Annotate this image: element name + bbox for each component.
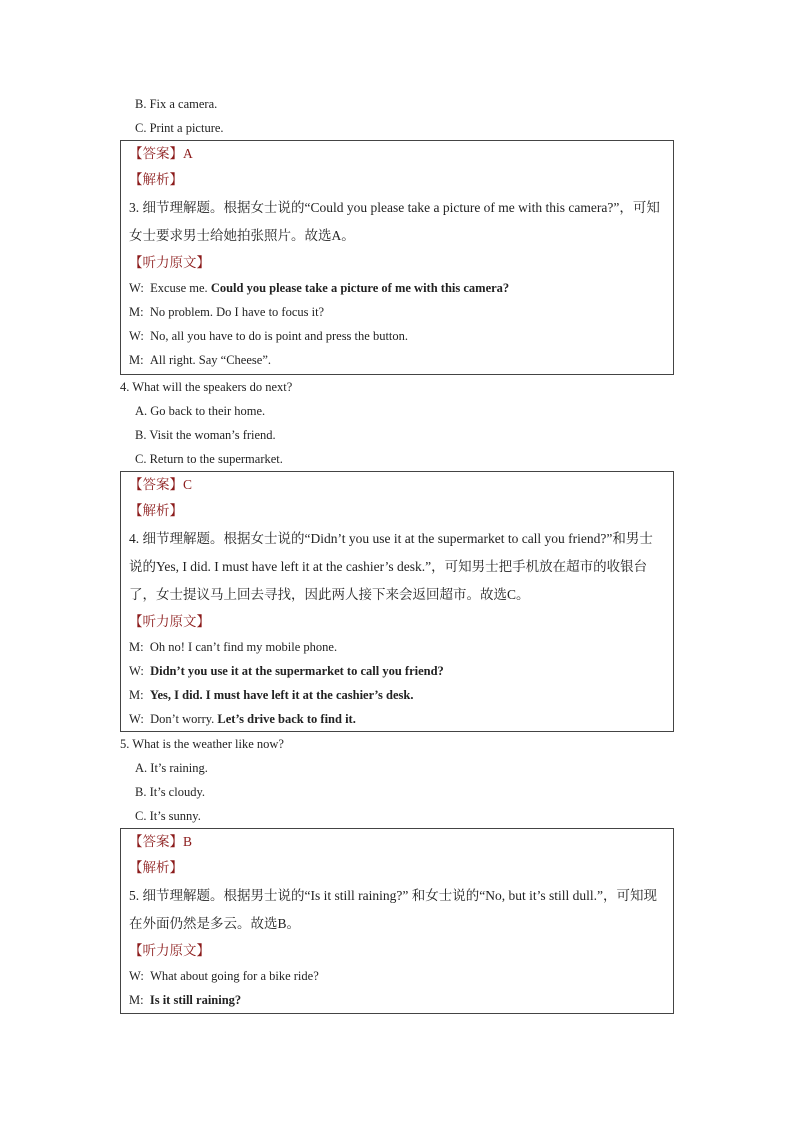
- q4-option-a: A. Go back to their home.: [135, 404, 266, 418]
- transcript-line: M: No problem. Do I have to focus it?: [129, 305, 325, 319]
- transcript-line: M: Oh no! I can’t find my mobile phone.: [129, 640, 338, 654]
- q5-question: 5. What is the weather like now?: [120, 737, 284, 751]
- transcript-line: M: Is it still raining?: [129, 993, 242, 1007]
- transcript-line: W: Excuse me. Could you please take a picture of me with this camera?: [129, 281, 510, 295]
- q5-option-b: B. It’s cloudy.: [135, 785, 206, 799]
- analysis-tag: 【解析】: [129, 503, 183, 518]
- q3-option-c: C. Print a picture.: [135, 121, 224, 135]
- answer-tag: 【答案】A: [129, 146, 193, 161]
- q4-option-b: B. Visit the woman’s friend.: [135, 428, 276, 442]
- q3-option-b: B. Fix a camera.: [135, 97, 218, 111]
- transcript-tag: 【听力原文】: [129, 255, 210, 270]
- q3-answer-box: [120, 140, 674, 375]
- q4-question: 4. What will the speakers do next?: [120, 380, 293, 394]
- analysis-tag: 【解析】: [129, 172, 183, 187]
- q5-option-c: C. It’s sunny.: [135, 809, 201, 823]
- transcript-line: M: Yes, I did. I must have left it at the cashier’s desk.: [129, 688, 414, 702]
- q5-answer-box: [120, 828, 674, 1014]
- answer-tag: 【答案】C: [129, 477, 193, 492]
- q5-option-a: A. It’s raining.: [135, 761, 208, 775]
- explanation: 4. 细节理解题。根据女士说的“Didn’t you use it at the supermarket to call you friend?”和男士说的Yes, I did. I must have left it at the cashier’s desk.”，可知男士把手机放在超市的收银台了，女士提议马上回去寻找，因此两人接下来会返回超市。故选C。: [129, 531, 653, 602]
- document-page: [120, 92, 674, 1014]
- answer-value: C: [183, 477, 193, 492]
- transcript-tag: 【听力原文】: [129, 614, 210, 629]
- q4-answer-box: [120, 471, 674, 732]
- transcript-line: M: All right. Say “Cheese”.: [129, 353, 271, 367]
- transcript-tag: 【听力原文】: [129, 943, 210, 958]
- answer-value: A: [183, 146, 193, 161]
- analysis-tag: 【解析】: [129, 860, 183, 875]
- transcript-line: W: No, all you have to do is point and press the button.: [129, 329, 409, 343]
- answer-tag: 【答案】B: [129, 834, 193, 849]
- explanation: 3. 细节理解题。根据女士说的“Could you please take a picture of me with this camera?”，可知女士要求男士给她拍张照片。故选A。: [129, 200, 660, 243]
- q4-option-c: C. Return to the supermarket.: [135, 452, 283, 466]
- transcript-line: W: What about going for a bike ride?: [129, 969, 319, 983]
- answer-value: B: [183, 834, 193, 849]
- transcript-line: W: Don’t worry. Let’s drive back to find it.: [129, 712, 356, 726]
- transcript-line: W: Didn’t you use it at the supermarket to call you friend?: [129, 664, 444, 678]
- explanation: 5. 细节理解题。根据男士说的“Is it still raining?” 和女士说的“No, but it’s still dull.”，可知现在外面仍然是多云。故选B。: [129, 888, 657, 931]
